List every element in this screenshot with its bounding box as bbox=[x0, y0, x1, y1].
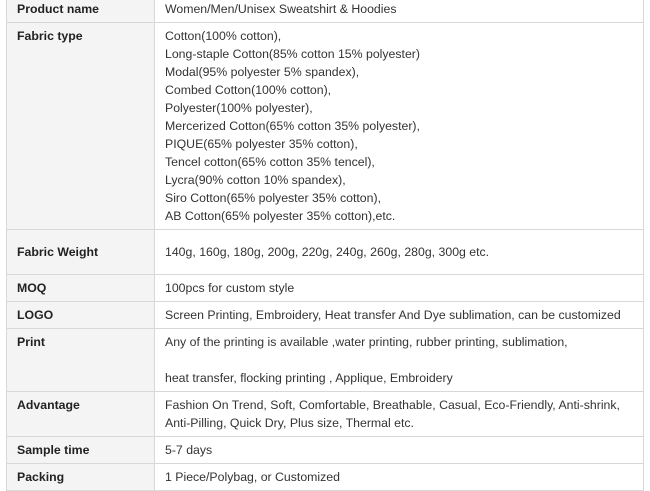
fabric-type-list bbox=[155, 23, 644, 230]
table-row-packing bbox=[7, 464, 644, 491]
print-line: heat transfer, flocking printing , Applique, Embroidery bbox=[165, 371, 453, 385]
fabric-type-item: Polyester(100% polyester), bbox=[165, 101, 313, 115]
fabric-type-item: Tencel cotton(65% cotton 35% tencel), bbox=[165, 155, 375, 169]
row-value: Women/Men/Unisex Sweatshirt & Hoodies bbox=[155, 0, 644, 23]
fabric-type-item: Modal(95% polyester 5% spandex), bbox=[165, 65, 360, 79]
fabric-type-item: Long-staple Cotton(85% cotton 15% polyester) bbox=[165, 47, 420, 61]
print-line: Any of the printing is available ,water printing, rubber printing, sublimation, bbox=[165, 335, 568, 349]
row-value: 5-7 days bbox=[155, 437, 644, 464]
table-row-moq bbox=[7, 275, 644, 302]
row-value: Screen Printing, Embroidery, Heat transfer And Dye sublimation, can be customized bbox=[155, 302, 644, 329]
product-spec-table bbox=[6, 0, 644, 491]
row-value: 140g, 160g, 180g, 200g, 220g, 240g, 260g, 280g, 300g etc. bbox=[155, 230, 644, 275]
row-label: Fabric type bbox=[7, 23, 155, 230]
fabric-type-item: Mercerized Cotton(65% cotton 35% polyester), bbox=[165, 119, 420, 133]
row-label: Advantage bbox=[7, 392, 155, 437]
print-spacer bbox=[165, 351, 635, 369]
table-row-sample-time bbox=[7, 437, 644, 464]
row-label: Print bbox=[7, 329, 155, 392]
fabric-type-item: PIQUE(65% polyester 35% cotton), bbox=[165, 137, 358, 151]
row-label: MOQ bbox=[7, 275, 155, 302]
table-row-logo bbox=[7, 302, 644, 329]
table-row-advantage bbox=[7, 392, 644, 437]
table-row-fabric-weight bbox=[7, 230, 644, 275]
fabric-type-item: Siro Cotton(65% polyester 35% cotton), bbox=[165, 191, 381, 205]
row-label: LOGO bbox=[7, 302, 155, 329]
fabric-type-item: Cotton(100% cotton), bbox=[165, 29, 282, 43]
table-row-fabric-type bbox=[7, 23, 644, 230]
row-label: Packing bbox=[7, 464, 155, 491]
row-label: Fabric Weight bbox=[7, 230, 155, 275]
advantage-text: Fashion On Trend, Soft, Comfortable, Breathable, Casual, Eco-Friendly, Anti-shrink, Anti-Pilling, Quick Dry, Plus size, Thermal etc. bbox=[165, 398, 620, 430]
print-value bbox=[155, 329, 644, 392]
fabric-type-item: AB Cotton(65% polyester 35% cotton),etc. bbox=[165, 209, 396, 223]
row-value: 100pcs for custom style bbox=[155, 275, 644, 302]
row-value: 1 Piece/Polybag, or Customized bbox=[155, 464, 644, 491]
table-row-product-name bbox=[7, 0, 644, 23]
row-value bbox=[155, 392, 644, 437]
fabric-type-item: Lycra(90% cotton 10% spandex), bbox=[165, 173, 346, 187]
row-label: Product name bbox=[7, 0, 155, 23]
fabric-type-item: Combed Cotton(100% cotton), bbox=[165, 83, 332, 97]
row-label: Sample time bbox=[7, 437, 155, 464]
table-row-print bbox=[7, 329, 644, 392]
